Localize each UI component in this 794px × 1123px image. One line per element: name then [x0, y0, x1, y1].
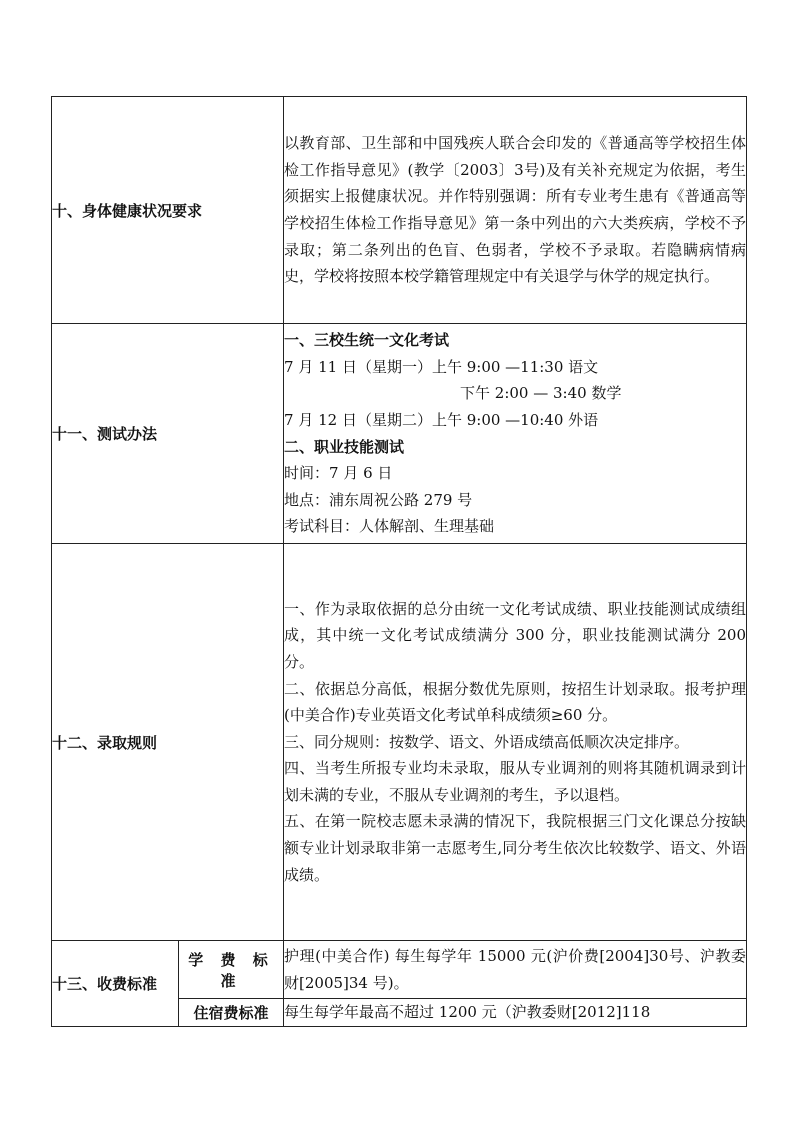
admission-rule-paragraph: 三、同分规则：按数学、语文、外语成绩高低顺次决定排序。	[284, 732, 690, 751]
row-label-admission: 十二、录取规则	[52, 544, 284, 941]
tuition-label: 学 费 标 准	[179, 941, 284, 999]
exam-schedule-line: 7 月 12 日（星期二）上午 9:00 —10:40 外语	[284, 410, 599, 429]
exam-schedule-line: 7 月 11 日（星期一）上午 9:00 —11:30 语文	[284, 357, 599, 376]
section-heading-skill: 二、职业技能测试	[284, 437, 405, 456]
test-method-cell	[284, 324, 747, 544]
tuition-text: 护理(中美合作) 每生每学年 15000 元(沪价费[2004]30号、沪教委财[2005]34 号)。	[284, 941, 747, 999]
admission-rule-paragraph: 一、作为录取依据的总分由统一文化考试成绩、职业技能测试成绩组成，其中统一文化考试成绩满分 300 分，职业技能测试满分 200 分。	[284, 599, 747, 671]
admission-rules-cell	[284, 544, 747, 941]
row-label-health: 十、身体健康状况要求	[52, 97, 284, 324]
table-row	[52, 97, 747, 324]
table-row	[52, 324, 747, 544]
row-label-test: 十一、测试办法	[52, 324, 284, 544]
row-label-fees: 十三、收费标准	[52, 941, 179, 1027]
admission-rule-paragraph: 二、依据总分高低，根据分数优先原则，按招生计划录取。报考护理(中美合作)专业英语文化考试单科成绩须≥60 分。	[284, 679, 747, 725]
skill-test-place: 地点：浦东周祝公路 279 号	[284, 490, 473, 509]
table-row	[52, 941, 747, 999]
dorm-fee-label: 住宿费标准	[179, 999, 284, 1027]
admission-info-table	[51, 96, 747, 1027]
admission-rule-paragraph: 四、当考生所报专业均未录取，服从专业调剂的则将其随机调录到计划未满的专业，不服从专业调剂的考生，予以退档。	[284, 759, 747, 804]
admission-rule-paragraph: 五、在第一院校志愿未录满的情况下，我院根据三门文化课总分按缺额专业计划录取非第一志愿考生,同分考生依次比较数学、语文、外语成绩。	[284, 812, 747, 884]
skill-test-time: 时间：7 月 6 日	[284, 464, 393, 483]
exam-schedule-line: 下午 2:00 — 3:40 数学	[460, 384, 622, 403]
skill-test-subjects: 考试科目：人体解剖、生理基础	[284, 517, 495, 536]
dorm-fee-text: 每生每学年最高不超过 1200 元（沪教委财[2012]118	[284, 999, 747, 1027]
section-heading-exam: 一、三校生统一文化考试	[284, 331, 450, 350]
table-row	[52, 544, 747, 941]
health-requirements-text: 以教育部、卫生部和中国残疾人联合会印发的《普通高等学校招生体检工作指导意见》(教学〔2003〕3号)及有关补充规定为依据，考生须据实上报健康状况。并作特别强调：所有专业考生患有《普通高等学校招生体检工作指导意见》第一条中列出的六大类疾病，学校不予录取；第二条列出的色盲、色弱者，学校不予录取。若隐瞒病情病史，学校将按照本校学籍管理规定中有关退学与休学的规定执行。	[284, 97, 747, 324]
